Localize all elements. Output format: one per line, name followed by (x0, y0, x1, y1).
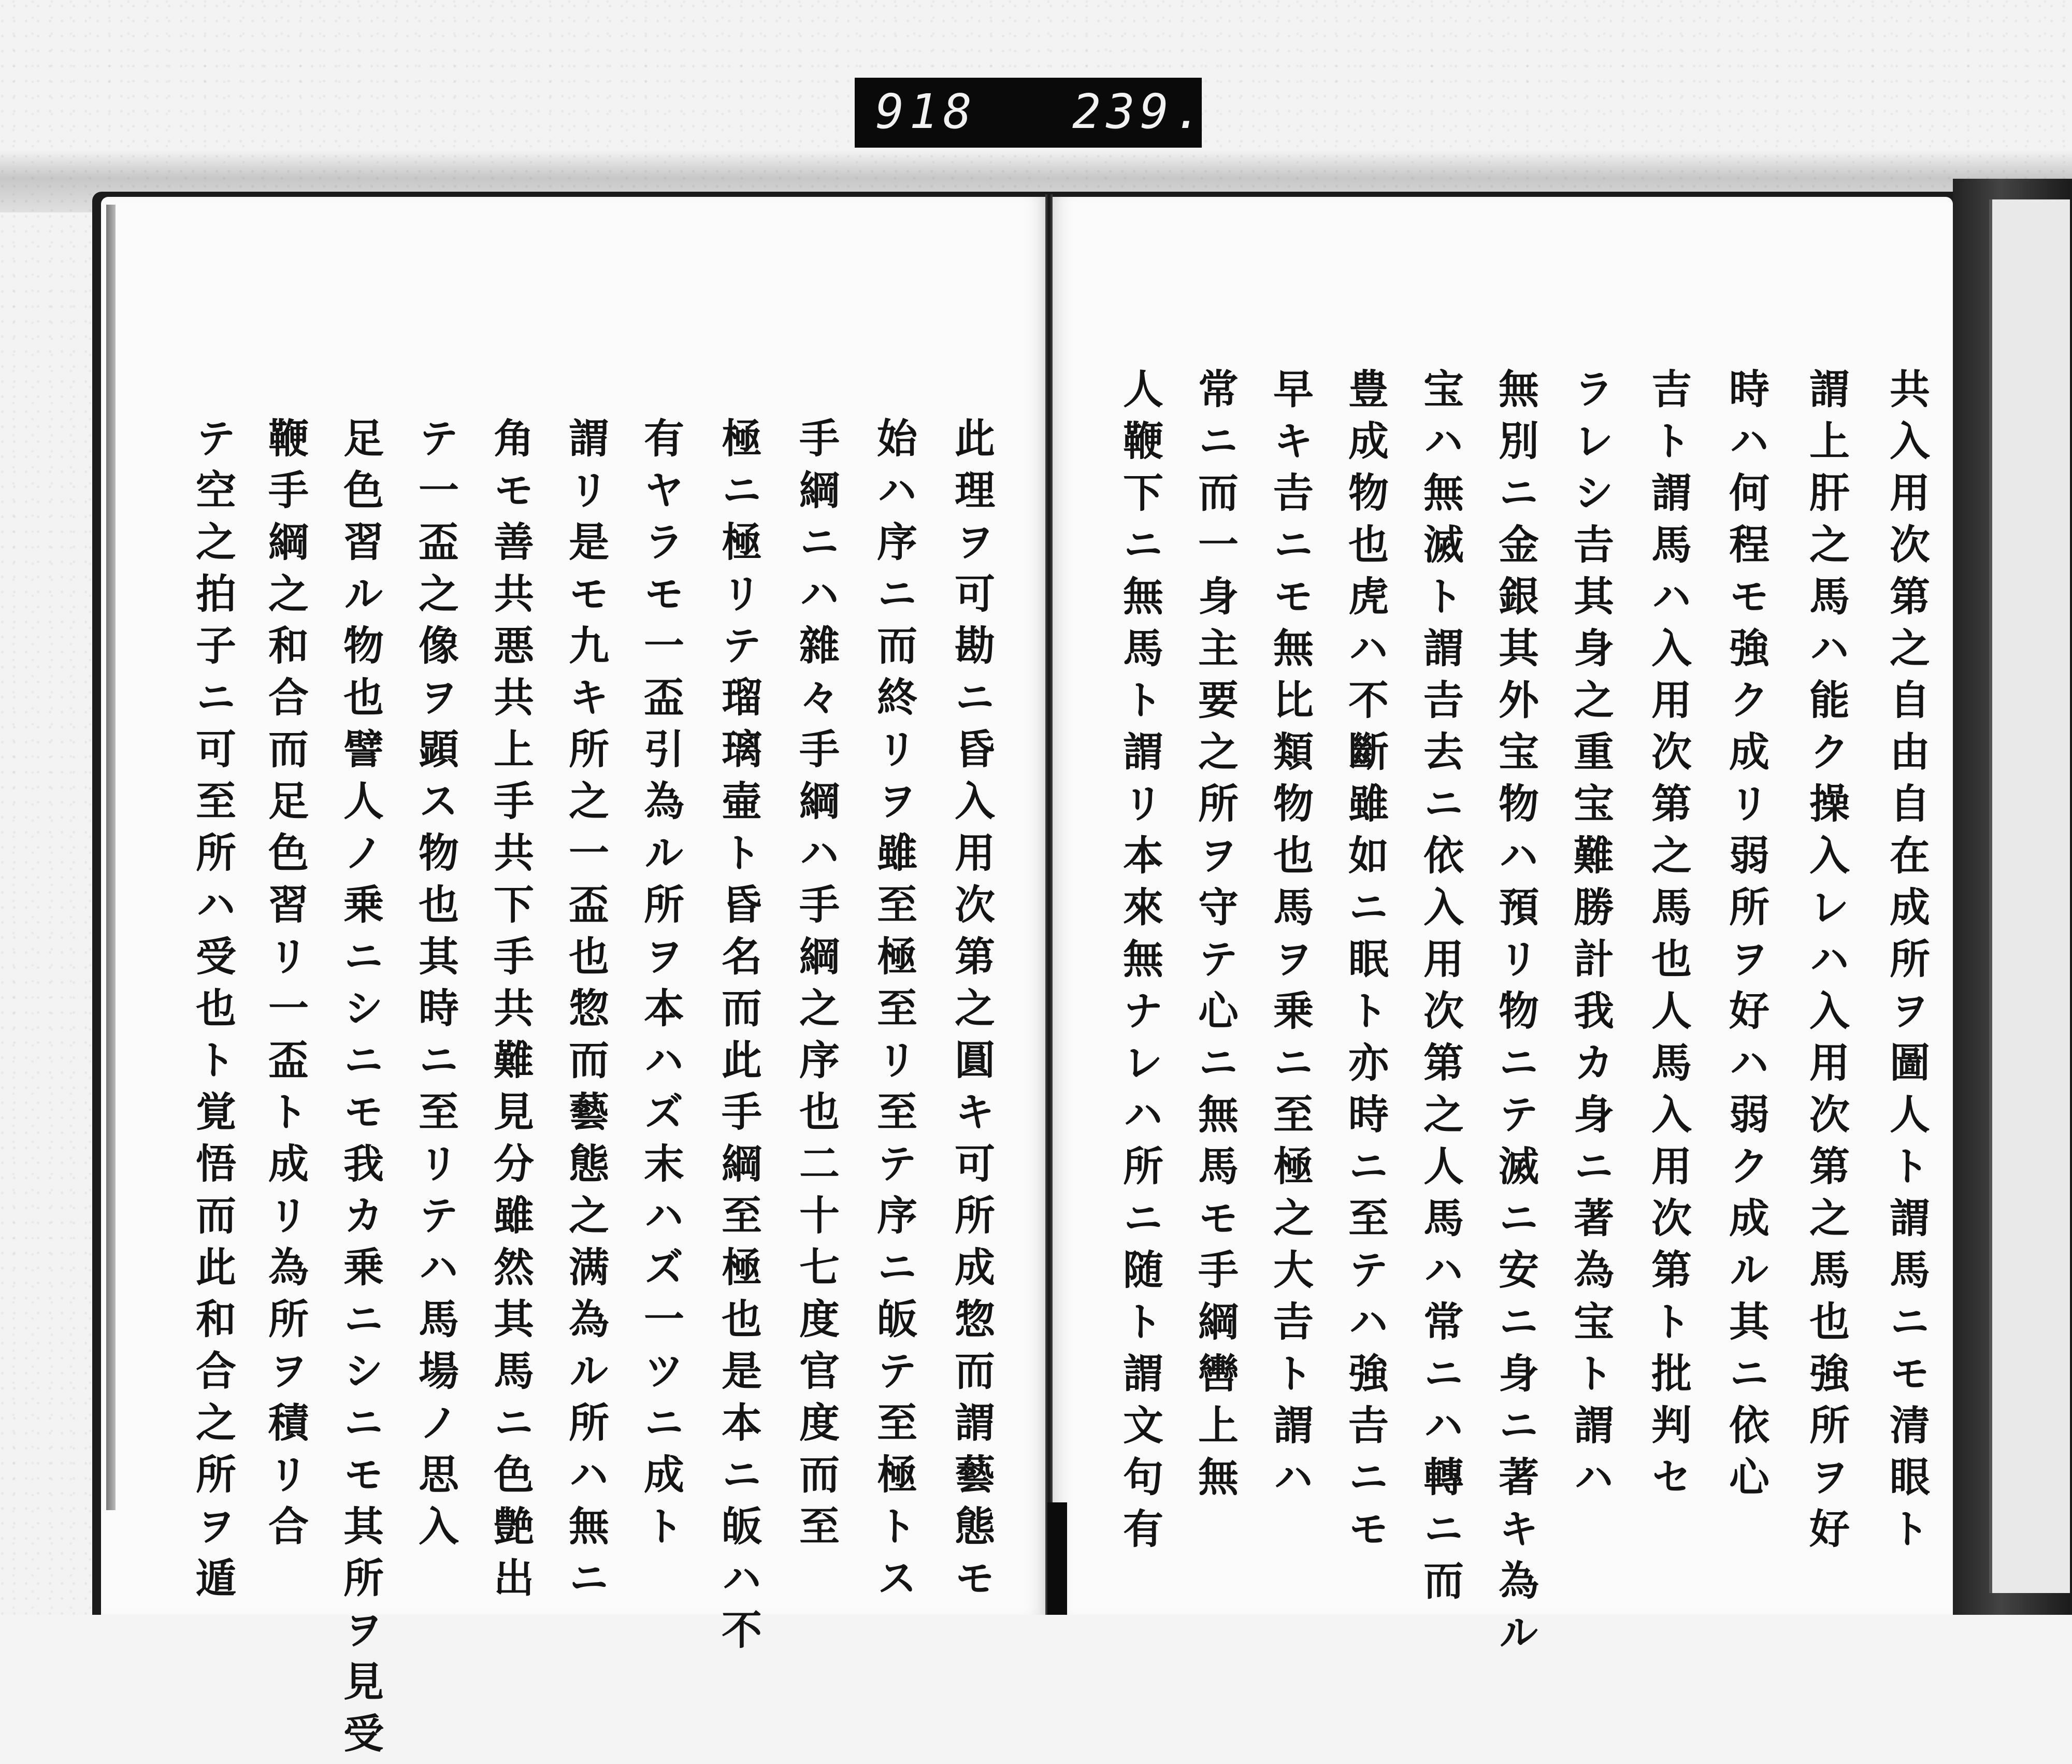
archive-page-number: 239. (1072, 84, 1208, 139)
right-page-column-7: 宝ハ無滅ト謂𠮷去ニ依入用次第之人馬ハ常ニハ轉ニ而 (1417, 368, 1464, 1611)
right-page-column-5: ラレシ𠮷其身之重宝難勝計我カ身ニ著為宝ト謂ハ (1567, 368, 1614, 1508)
left-page-column-5: 有ヤラモ一盃引為ル所ヲ本ハズ末ハズ一ツニ成ト (637, 417, 684, 1557)
right-page-column-11: 人鞭下ニ無馬ト謂リ本來無ナレハ所ニ随ト謂文句有 (1116, 368, 1163, 1559)
left-page-column-6: 謂リ是モ九キ所之一盃也惣而藝態之满為ル所ハ無ニ (562, 417, 609, 1609)
left-page-edge (106, 205, 116, 1510)
right-page-column-4: 吉ト謂馬ハ入用次第之馬也人馬入用次第ト批判セ (1645, 368, 1692, 1508)
right-page-column-9: 早キ𠮷ニモ無比類物也馬ヲ乗ニ至極之大𠮷ト謂ハ (1267, 368, 1314, 1508)
right-page-column-2: 謂上肝之馬ハ能ク操入レハ入用次第之馬也強所ヲ好 (1803, 368, 1850, 1559)
right-page-column-3: 時ハ何程モ強ク成リ弱所ヲ好ハ弱ク成ル其ニ依心 (1722, 368, 1769, 1508)
left-page-column-3: 手綱ニハ雜々手綱ハ手綱之序也二十七度官度而至 (793, 417, 840, 1557)
left-page-column-11: テ空之拍子ニ可至所ハ受也ト覚悟而此和合之所ヲ遁 (189, 417, 236, 1609)
left-page (101, 197, 1046, 1764)
archive-number-label (855, 78, 1208, 148)
left-page-column-7: 角モ善共悪共上手共下手共難見分雖然其馬ニ色艶出 (487, 417, 534, 1609)
left-page-column-1: 此理ヲ可勘ニ昏入用次第之圓キ可所成惣而謂藝態モ (948, 417, 995, 1609)
left-page-column-8: テ一盃之像ヲ顕ス物也其時ニ至リテハ馬場ノ思入 (412, 417, 459, 1557)
right-page-column-6: 無別ニ金銀其外宝物ハ預リ物ニテ滅ニ安ニ身ニ著キ為ル (1492, 368, 1539, 1663)
left-page-column-4: 極ニ極リテ瑠璃壷ト昏名而此手綱至極也是本ニ皈ハ不 (715, 417, 762, 1660)
gutter-binding-strip (1047, 1502, 1067, 1615)
left-page-column-9: 足色習ル物也譬人ノ乗ニシニモ我カ乗ニシニモ其所ヲ見受 (337, 417, 384, 1764)
book-cover-edge (1953, 179, 2072, 1615)
right-page-column-1: 共入用次第之自由自在成所ヲ圖人ト謂馬ニモ清眼ト (1883, 368, 1930, 1559)
archive-volume-number: 918 (875, 84, 977, 139)
left-page-column-10: 鞭手綱之和合而足色習リ一盃ト成リ為所ヲ積リ合 (262, 417, 309, 1557)
adjacent-page-strip (1989, 199, 2070, 1593)
book-gutter (1045, 194, 1053, 1615)
left-page-column-2: 始ハ序ニ而終リヲ雖至極至リ至テ序ニ皈テ至極トス (870, 417, 917, 1609)
right-page-column-10: 常ニ而一身主要之所ヲ守テ心ニ無馬モ手綱轡上無 (1191, 368, 1239, 1508)
right-page-column-8: 豊成物也虎ハ不斷雖如ニ眠ト亦時ニ至テハ強𠮷ニモ (1342, 368, 1389, 1559)
right-page (1052, 197, 1953, 1663)
